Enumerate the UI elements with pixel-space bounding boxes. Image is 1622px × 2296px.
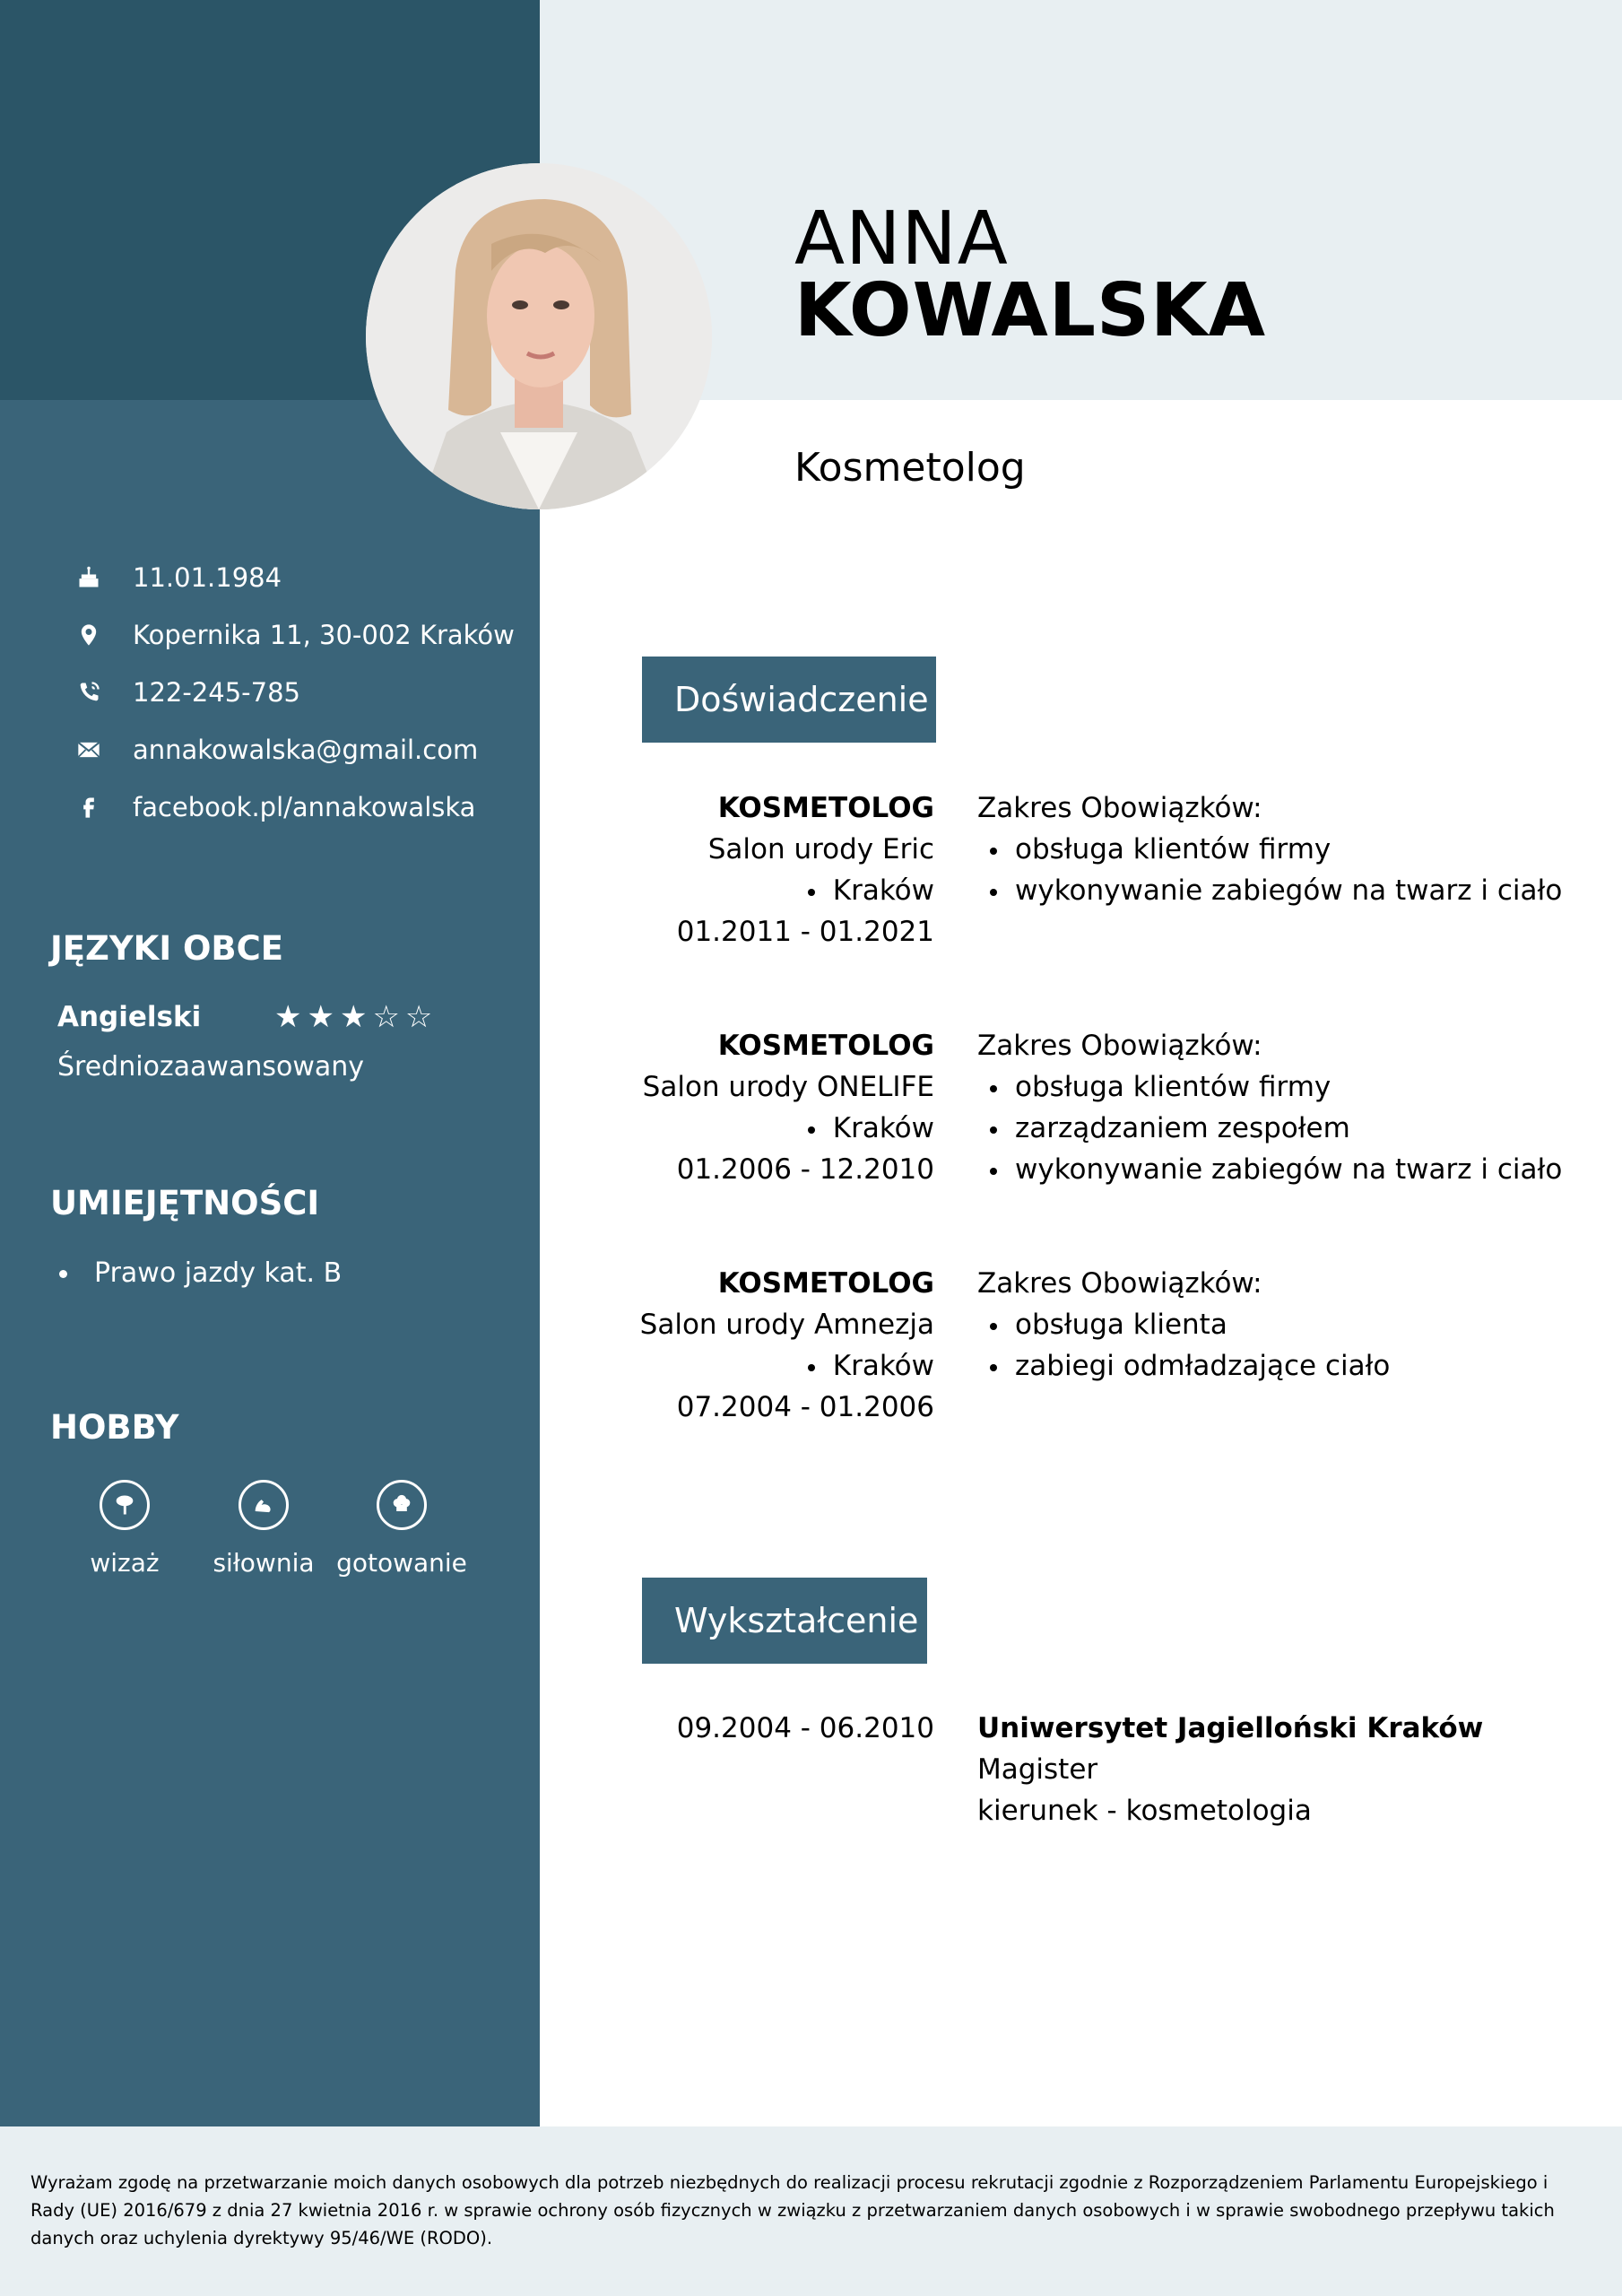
job-company: Salon urody ONELIFE — [642, 1071, 934, 1103]
contact-birthdate — [75, 560, 282, 596]
education-school: Uniwersytet Jagielloński Kraków — [977, 1712, 1484, 1744]
contact-text: facebook.pl/annakowalska — [133, 792, 476, 822]
hobby-label: wizaż — [90, 1548, 160, 1578]
education-degree: Magister — [977, 1753, 1098, 1786]
job-entry-3-meta — [628, 1263, 934, 1428]
skills-heading: UMIEJĘTNOŚCI — [50, 1184, 320, 1222]
hobby-item-wizaz — [57, 1480, 192, 1578]
cake-icon — [75, 564, 102, 591]
job-entry-3-duties — [977, 1263, 1605, 1387]
duties-heading: Zakres Obowiązków: — [977, 1267, 1262, 1300]
education-field: kierunek - kosmetologia — [977, 1795, 1312, 1827]
location-pin-icon — [75, 622, 102, 648]
last-name: KOWALSKA — [794, 268, 1267, 353]
education-details — [977, 1708, 1605, 1831]
job-entry-2-meta — [628, 1025, 934, 1190]
flexed-arm-icon — [239, 1480, 289, 1530]
job-title: Kosmetolog — [794, 445, 1026, 491]
languages-heading: JĘZYKI OBCE — [50, 929, 284, 968]
chef-hat-icon — [377, 1480, 427, 1530]
duties-heading: Zakres Obowiązków: — [977, 1030, 1262, 1062]
job-city: Kraków — [628, 1345, 934, 1387]
job-entry-1-duties — [977, 787, 1605, 911]
hobby-label: siłownia — [213, 1548, 315, 1578]
job-company: Salon urody Eric — [707, 833, 934, 865]
hobby-item-gotowanie — [334, 1480, 469, 1578]
hobby-heading: HOBBY — [50, 1408, 179, 1447]
job-title: KOSMETOLOG — [717, 1267, 934, 1300]
job-dates: 07.2004 - 01.2006 — [676, 1391, 934, 1423]
job-title: KOSMETOLOG — [717, 792, 934, 824]
duty-item: wykonywanie zabiegów na twarz i ciało — [977, 1149, 1605, 1190]
duty-item: zarządzaniem zespołem — [977, 1108, 1605, 1149]
contact-email[interactable] — [75, 732, 478, 768]
experience-heading: Doświadczenie — [642, 657, 936, 743]
makeup-brush-icon — [100, 1480, 150, 1530]
education-heading: Wykształcenie — [642, 1578, 927, 1664]
job-company: Salon urody Amnezja — [639, 1309, 934, 1341]
gdpr-consent-clause: Wyrażam zgodę na przetwarzanie moich danych osobowych dla potrzeb niezbędnych do realizacji procesu rekrutacji zgodnie z Rozporządzeniem Parlamentu Europejskiego i Rady (UE) 2016/679 z dnia 27 kwietnia 2016 r. w sprawie ochrony osób fizycznych w związku z przetwarzaniem danych osobowych i w sprawie swobodnego przepływu takich danych oraz uchylenia dyrektywy 95/46/WE (RODO). — [30, 2172, 1555, 2248]
job-entry-2-duties — [977, 1025, 1605, 1190]
hobby-label: gotowanie — [336, 1548, 467, 1578]
facebook-icon — [75, 794, 102, 821]
duties-heading: Zakres Obowiązków: — [977, 792, 1262, 824]
bullet-dot — [59, 1270, 67, 1278]
portrait-illustration — [366, 163, 712, 509]
envelope-icon — [75, 736, 102, 763]
first-name: ANNA — [794, 196, 1009, 282]
duty-item: zabiegi odmładzające ciało — [977, 1345, 1605, 1387]
job-title: KOSMETOLOG — [717, 1030, 934, 1062]
duty-item: obsługa klientów firmy — [977, 829, 1605, 870]
job-dates: 01.2006 - 12.2010 — [676, 1153, 934, 1186]
profile-photo — [366, 163, 712, 509]
contact-phone — [75, 674, 300, 710]
contact-text: annakowalska@gmail.com — [133, 735, 479, 765]
hobby-item-silownia — [196, 1480, 331, 1578]
duty-item: obsługa klientów firmy — [977, 1066, 1605, 1108]
job-city: Kraków — [628, 1108, 934, 1149]
contact-facebook[interactable] — [75, 789, 475, 825]
contact-text: 11.01.1984 — [133, 562, 282, 593]
language-rating-stars: ★★★☆☆ — [274, 999, 438, 1035]
education-dates: 09.2004 - 06.2010 — [676, 1712, 934, 1744]
language-name: Angielski — [57, 1001, 202, 1033]
duty-item: wykonywanie zabiegów na twarz i ciało — [977, 870, 1605, 911]
skill-text: Prawo jazdy kat. B — [94, 1257, 343, 1289]
duty-item: obsługa klienta — [977, 1304, 1605, 1345]
job-city: Kraków — [628, 870, 934, 911]
language-level: Średniozaawansowany — [57, 1051, 365, 1083]
contact-address — [75, 617, 515, 653]
contact-text: 122-245-785 — [133, 677, 300, 708]
job-dates: 01.2011 - 01.2021 — [676, 916, 934, 948]
contact-text: Kopernika 11, 30-002 Kraków — [133, 620, 515, 650]
skill-item — [59, 1257, 342, 1289]
job-entry-1-meta — [628, 787, 934, 952]
phone-icon — [75, 679, 102, 706]
